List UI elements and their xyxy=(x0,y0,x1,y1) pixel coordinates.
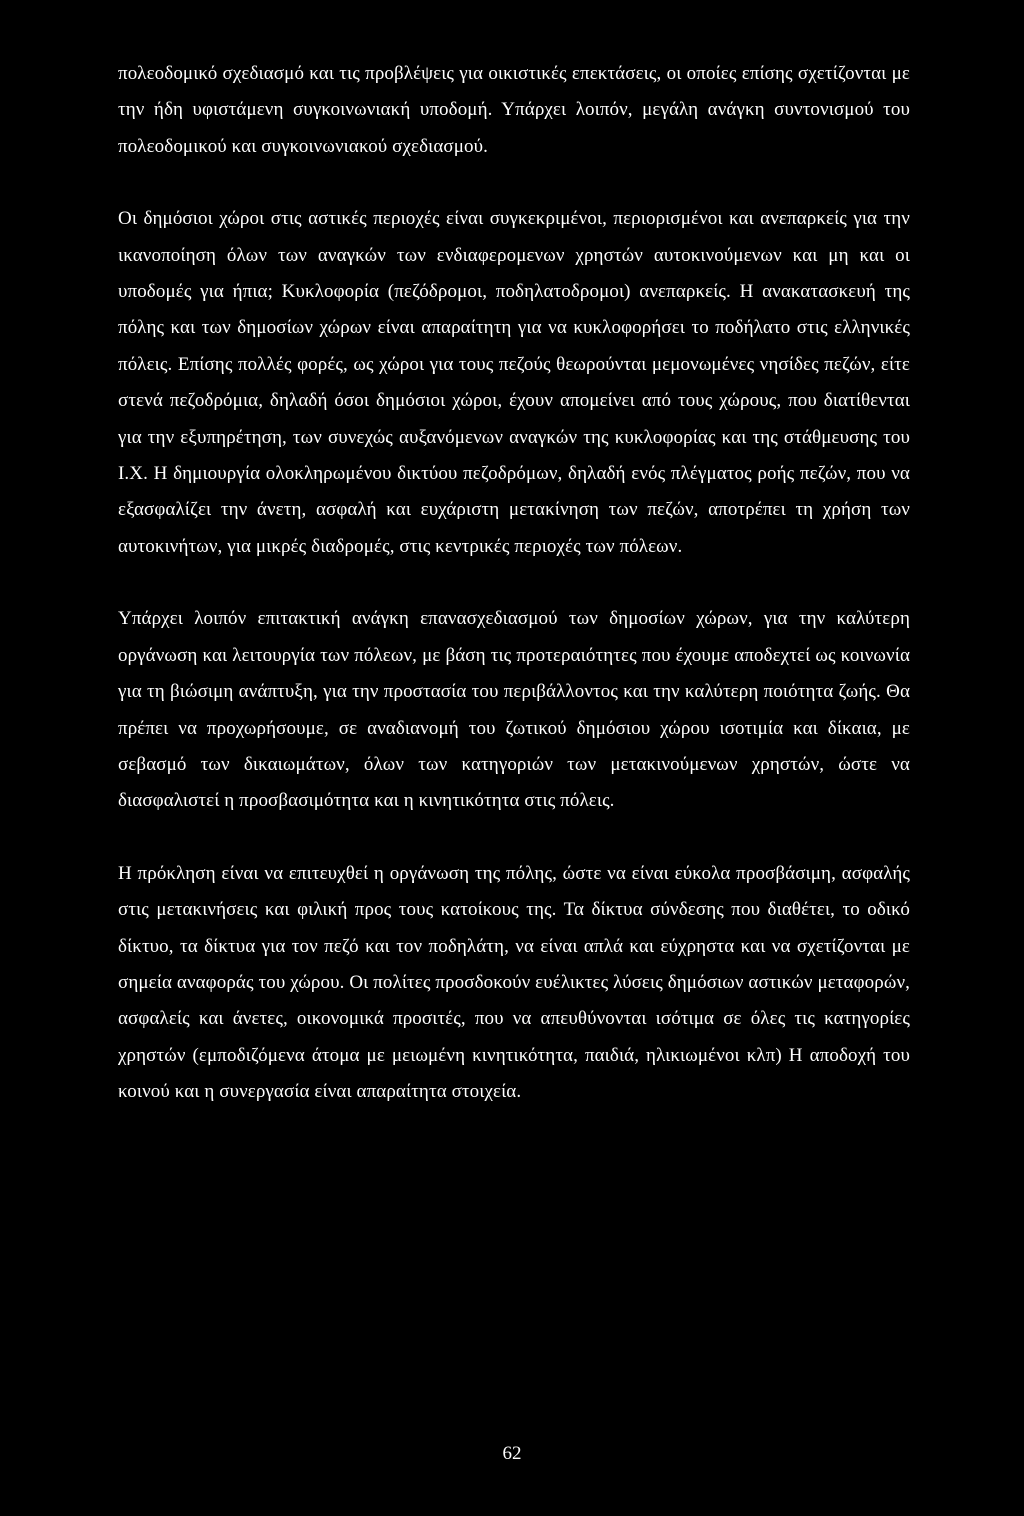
paragraph-public-spaces: Οι δημόσιοι χώροι στις αστικές περιοχές είναι συγκεκριμένοι, περιορισμένοι και ανεπαρκείς για την ικανοποίηση όλων των αναγκών των ενδιαφερομενων χρηστών αυτοκινούμενων και μη και οι υποδομές για ήπια; Κυκλοφορία (πεζόδρομοι, ποδηλατοδρομοι) ανεπαρκείς. Η ανακατασκευή της πόλης και των δημοσίων χώρων είναι απαραίτητη για να κυκλοφορήσει το ποδήλατο στις ελληνικές πόλεις. Επίσης πολλές φορές, ως χώροι για τους πεζούς θεωρούνται μεμονωμένες νησίδες πεζών, είτε στενά πεζοδρόμια, δηλαδή όσοι δημόσιοι χώροι, έχουν απομείνει από τους χώρους, που διατίθενται για την εξυπηρέτηση, των συνεχώς αυξανόμενων αναγκών της κυκλοφορίας και της στάθμευσης του Ι.Χ. Η δημιουργία ολοκληρωμένου δικτύου πεζοδρόμων, δηλαδή ενός πλέγματος ροής πεζών, που να εξασφαλίζει την άνετη, ασφαλή και ευχάριστη μετακίνηση των πεζών, αποτρέπει τη χρήση των αυτοκινήτων, για μικρές διαδρομές, στις κεντρικές περιοχές των πόλεων. xyxy=(118,208,910,557)
body-text xyxy=(118,56,910,1111)
paragraph-continuation: πολεοδομικό σχεδιασμό και τις προβλέψεις για οικιστικές επεκτάσεις, οι οποίες επίσης σχετίζονται με την ήδη υφιστάμενη συγκοινωνιακή υποδομή. Υπάρχει λοιπόν, μεγάλη ανάγκη συντονισμού του πολεοδομικού και συγκοινωνιακού σχεδιασμού. xyxy=(118,63,910,157)
page-number: 62 xyxy=(502,1443,522,1464)
paragraph-redesign: Υπάρχει λοιπόν επιτακτική ανάγκη επανασχεδιασμού των δημοσίων χώρων, για την καλύτερη οργάνωση και λειτουργία των πόλεων, με βάση τις προτεραιότητες που έχουμε αποδεχτεί ως κοινωνία για τη βιώσιμη ανάπτυξη, για την προστασία του περιβάλλοντος και την καλύτερη ποιότητα ζωής. Θα πρέπει να προχωρήσουμε, σε αναδιανομή του ζωτικού δημόσιου χώρου ισοτιμία και δίκαια, με σεβασμό των δικαιωμάτων, όλων των κατηγοριών των μετακινούμενων χρηστών, ώστε να διασφαλιστεί η προσβασιμότητα και η κινητικότητα στις πόλεις. xyxy=(118,608,910,812)
paragraph-challenge: Η πρόκληση είναι να επιτευχθεί η οργάνωση της πόλης, ώστε να είναι εύκολα προσβάσιμη, ασφαλής στις μετακινήσεις και φιλική προς τους κατοίκους της. Τα δίκτυα σύνδεσης που διαθέτει, το οδικό δίκτυο, τα δίκτυα για τον πεζό και τον ποδηλάτη, να είναι απλά και εύχρηστα και να σχετίζονται με σημεία αναφοράς του χώρου. Οι πολίτες προσδοκούν ευέλικτες λύσεις δημόσιων αστικών μεταφορών, ασφαλείς και άνετες, οικονομικά προσιτές, που να απευθύνονται ισότιμα σε όλες τις κατηγορίες χρηστών (εμποδιζόμενα άτομα με μειωμένη κινητικότητα, παιδιά, ηλικιωμένοι κλπ) Η αποδοχή του κοινού και η συνεργασία είναι απαραίτητα στοιχεία. xyxy=(118,862,910,1103)
